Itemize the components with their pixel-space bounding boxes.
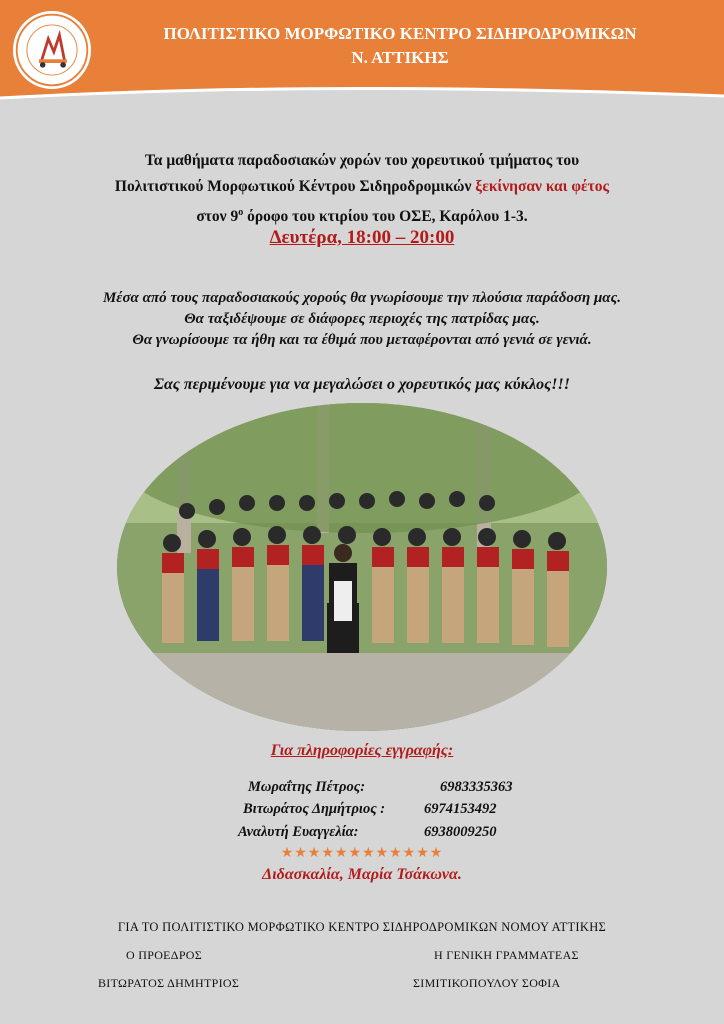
- intro-line1: Τα μαθήματα παραδοσιακών χορών του χορευτικού τμήματος του: [144, 152, 580, 169]
- body-line3: Θα γνωρίσουμε τα ήθη και τα έθιμά που μεταφέρονται από γενιά σε γενιά.: [132, 332, 592, 348]
- contact-name: Βιτωράτος Δημήτριος :: [243, 801, 386, 817]
- dance-group-photo: [117, 403, 607, 731]
- body-line2: Θα ταξιδέψουμε σε διάφορες περιοχές της πατρίδας μας.: [184, 311, 540, 327]
- header-title-line1: ΠΟΛΙΤΙΣΤΙΚΟ ΜΟΡΦΩΤΙΚΟ ΚΕΝΤΡΟ ΣΙΔΗΡΟΔΡΟΜΙΚΩΝ: [163, 24, 637, 43]
- contact-name: Αναλυτή Ευαγγελία:: [238, 824, 359, 840]
- schedule-text: Δευτέρα, 18:00 – 20:00: [269, 227, 455, 248]
- registration-info-title: Για πληροφορίες εγγραφής:: [270, 742, 454, 759]
- body-line1: Μέσα από τους παραδοσιακούς χορούς θα γνωρίσουμε την πλούσια παράδοση μας.: [102, 290, 622, 306]
- star-divider: ★★★★★★★★★★★★: [280, 846, 444, 861]
- intro-line3-text-b: όροφο του κτιρίου του ΟΣΕ, Καρόλου 1-3.: [243, 208, 528, 226]
- invite-text: Σας περιμένουμε για να μεγαλώσει ο χορευτικός μας κύκλος!!!: [154, 376, 570, 393]
- signature-left-name: ΒΙΤΩΡΑΤΟΣ ΔΗΜΗΤΡΙΟΣ: [98, 976, 240, 990]
- contact-phone: 6974153492: [424, 801, 497, 817]
- header-banner: [0, 0, 724, 112]
- intro-paragraph: [0, 148, 724, 230]
- signature-right-role: Η ΓΕΝΙΚΗ ΓΡΑΜΜΑΤΕΑΣ: [434, 948, 579, 962]
- intro-line2: [0, 174, 724, 200]
- intro-line3-text-a: στον 9: [196, 208, 239, 226]
- contact-phone: 6983335363: [440, 779, 513, 795]
- teacher-credit: Διδασκαλία, Μαρία Τσάκωνα.: [262, 866, 462, 883]
- intro-line3-superscript: ο: [238, 207, 244, 218]
- signature-organization: ΓΙΑ ΤΟ ΠΟΛΙΤΙΣΤΙΚΟ ΜΟΡΦΩΤΙΚΟ ΚΕΝΤΡΟ ΣΙΔΗΡΟΔΡΟΜΙΚΩΝ ΝΟΜΟΥ ΑΤΤΙΚΗΣ: [117, 920, 607, 934]
- organization-logo: [10, 8, 94, 92]
- intro-line2-text: Πολιτιστικού Μορφωτικού Κέντρου Σιδηροδρομικών: [114, 178, 476, 195]
- header-title-line2: Ν. ΑΤΤΙΚΗΣ: [351, 48, 449, 67]
- signature-right-name: ΣΙΜΙΤΙΚΟΠΟΥΛΟΥ ΣΟΦΙΑ: [413, 976, 561, 990]
- contact-phone: 6938009250: [424, 824, 497, 840]
- header-wave: [0, 70, 724, 120]
- intro-highlight: ξεκίνησαν και φέτος: [475, 178, 610, 195]
- contact-name: Μωραΐτης Πέτρος:: [248, 779, 366, 795]
- signature-left-role: Ο ΠΡΟΕΔΡΟΣ: [126, 948, 203, 962]
- body-paragraph: [0, 288, 724, 351]
- intro-line3: [0, 200, 724, 230]
